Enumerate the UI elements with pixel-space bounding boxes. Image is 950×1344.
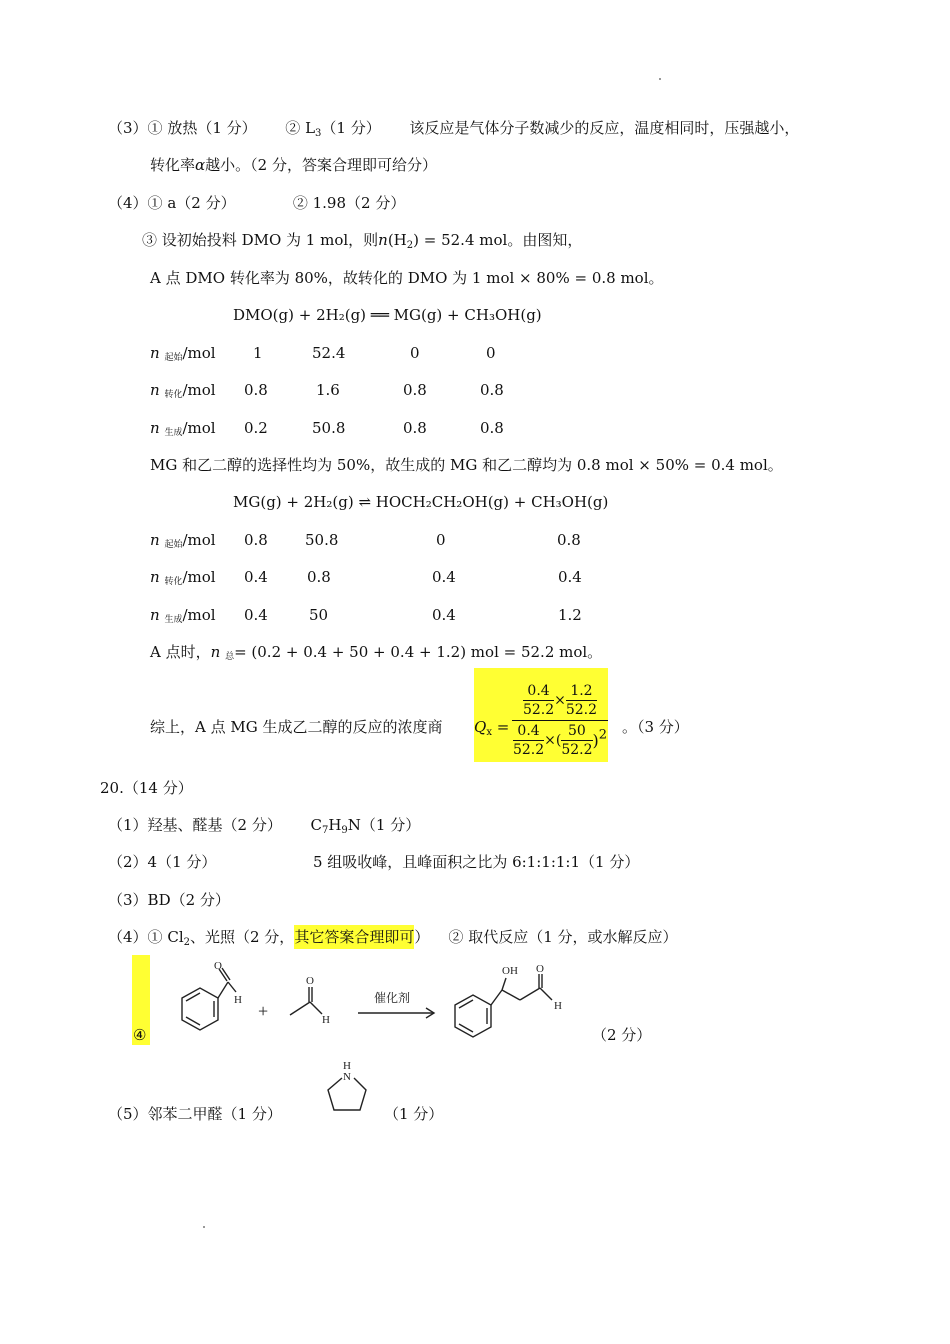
table-cell: 0.2: [244, 419, 268, 437]
q20-part3: （3）BD（2 分）: [108, 891, 230, 909]
table-cell: 1.2: [558, 606, 582, 624]
pyrrolidine-N: N: [343, 1071, 351, 1083]
table-cell: 0.4: [432, 606, 456, 624]
quotient-symbol: $Q_x$ =: [474, 718, 510, 738]
rxn-OH: OH: [502, 965, 518, 977]
product-structure: [455, 974, 552, 1037]
q20-part1: （1）羟基、醛基（2 分） $C_7H_9N(1$ 分）: [108, 816, 421, 836]
table-cell: 1.6: [316, 381, 340, 399]
table-cell: 0.4: [558, 568, 582, 586]
reaction-score: （2 分）: [592, 1026, 652, 1044]
table-cell: 0.8: [244, 381, 268, 399]
reaction-arrow: [358, 1008, 434, 1018]
table-cell: 0.4: [244, 568, 268, 586]
table-cell: 1: [253, 344, 263, 362]
benzaldehyde-structure: [182, 968, 236, 1030]
quotient-denominator: $\frac{0.4}{52.2}$ ×( $\frac{50}{52.2}$ )2: [512, 723, 608, 758]
pyrrolidine-structure: [318, 1058, 378, 1118]
table-cell: 0.8: [403, 419, 427, 437]
scan-dot: [203, 1226, 205, 1228]
table-cell: 0.8: [307, 568, 331, 586]
table-cell: 0.8: [244, 531, 268, 549]
table-cell: 0: [486, 344, 496, 362]
table-cell: 0.8: [480, 419, 504, 437]
highlight: 其它答案合理即可: [294, 925, 414, 949]
reaction-scheme: [150, 960, 620, 1070]
acetaldehyde-structure: [290, 987, 322, 1015]
table-cell: 52.4: [312, 344, 346, 362]
q19-part3-line1: （3）① 放热（1 分） ② $L_3(1$ 分） 该反应是气体分子数减少的反应，温度相同时，压强越小，: [108, 119, 800, 139]
row-label: n 转化/mol: [150, 568, 216, 587]
table-cell: 0.4: [244, 606, 268, 624]
table-cell: 0.8: [403, 381, 427, 399]
catalyst-label: 催化剂: [374, 991, 411, 1005]
rxn-O-1: O: [214, 960, 222, 972]
q20-part2-answer: 5 组吸收峰，且峰面积之比为 6:1:1:1:1（1 分）: [313, 853, 640, 871]
row-label: n 生成/mol: [150, 606, 216, 625]
quotient-score: 。（3 分）: [622, 718, 689, 736]
rxn-plus: +: [258, 1001, 269, 1021]
table-cell: 50.8: [312, 419, 346, 437]
rxn-H-2: H: [322, 1014, 330, 1026]
table-cell: 50.8: [305, 531, 339, 549]
q20-part4-line1: （4）① $Cl_2$、光照（2 分，其它答案合理即可） ② 取代反应（1 分，或水解反应）: [108, 927, 678, 953]
table-cell: 0: [436, 531, 446, 549]
q20-part2-label: （2）4（1 分）: [108, 853, 217, 871]
row-label: n 生成/mol: [150, 419, 216, 438]
equation-2: MG(g) + 2H₂(g) ⇌ HOCH₂CH₂OH(g) + CH₃OH(g): [233, 493, 609, 511]
table-cell: 0.8: [480, 381, 504, 399]
rxn-H-1: H: [234, 994, 242, 1006]
q19-part4-step5: 综上，A 点 MG 生成乙二醇的反应的浓度商: [150, 718, 443, 736]
q19-part4-step4: A 点时，n 总= (0.2 + 0.4 + 50 + 0.4 + 1.2) mol = 52.2 mol。: [150, 643, 603, 662]
row-label: n 起始/mol: [150, 344, 216, 363]
pyrrolidine-H: H: [343, 1060, 351, 1072]
q20-part5: （5）邻苯二甲醛（1 分）: [108, 1105, 282, 1123]
table-cell: 0.4: [432, 568, 456, 586]
q19-part4-line1: （4）① a（2 分） ② 1.98（2 分）: [108, 194, 406, 212]
q19-part3-line2: 转化率α越小。（2 分，答案合理即可给分）: [150, 156, 437, 174]
rxn-H-3: H: [554, 1000, 562, 1012]
rxn-O-2: O: [306, 975, 314, 987]
q20-header: 20.（14 分）: [100, 779, 193, 797]
quotient-fraction: [512, 682, 608, 759]
q19-part4-step3: MG 和乙二醇的选择性均为 50%，故生成的 MG 和乙二醇均为 0.8 mol × 50% = 0.4 mol。: [150, 456, 783, 474]
row-label: n 起始/mol: [150, 531, 216, 550]
scan-dot: [659, 78, 661, 80]
table-cell: 0: [410, 344, 420, 362]
q19-part4-step1: ③ 设初始投料 DMO 为 1 mol，则$n(H_2) = 52.4$ mol。由图知，: [142, 231, 583, 251]
q20-part5-score: （1 分）: [384, 1105, 444, 1123]
equation-1: DMO(g) + 2H₂(g) ══ MG(g) + CH₃OH(g): [233, 306, 542, 324]
row-label: n 转化/mol: [150, 381, 216, 400]
quotient-numerator: $\frac{0.4}{52.2}$ × $\frac{1.2}{52.2}$: [512, 682, 608, 721]
rxn-O-3: O: [536, 963, 544, 975]
table-cell: 50: [309, 606, 329, 624]
table-cell: 0.8: [557, 531, 581, 549]
circle-4-label: ④: [133, 1026, 147, 1044]
q19-part4-step2: A 点 DMO 转化率为 80%，故转化的 DMO 为 1 mol × 80% = 0.8 mol。: [150, 269, 664, 287]
